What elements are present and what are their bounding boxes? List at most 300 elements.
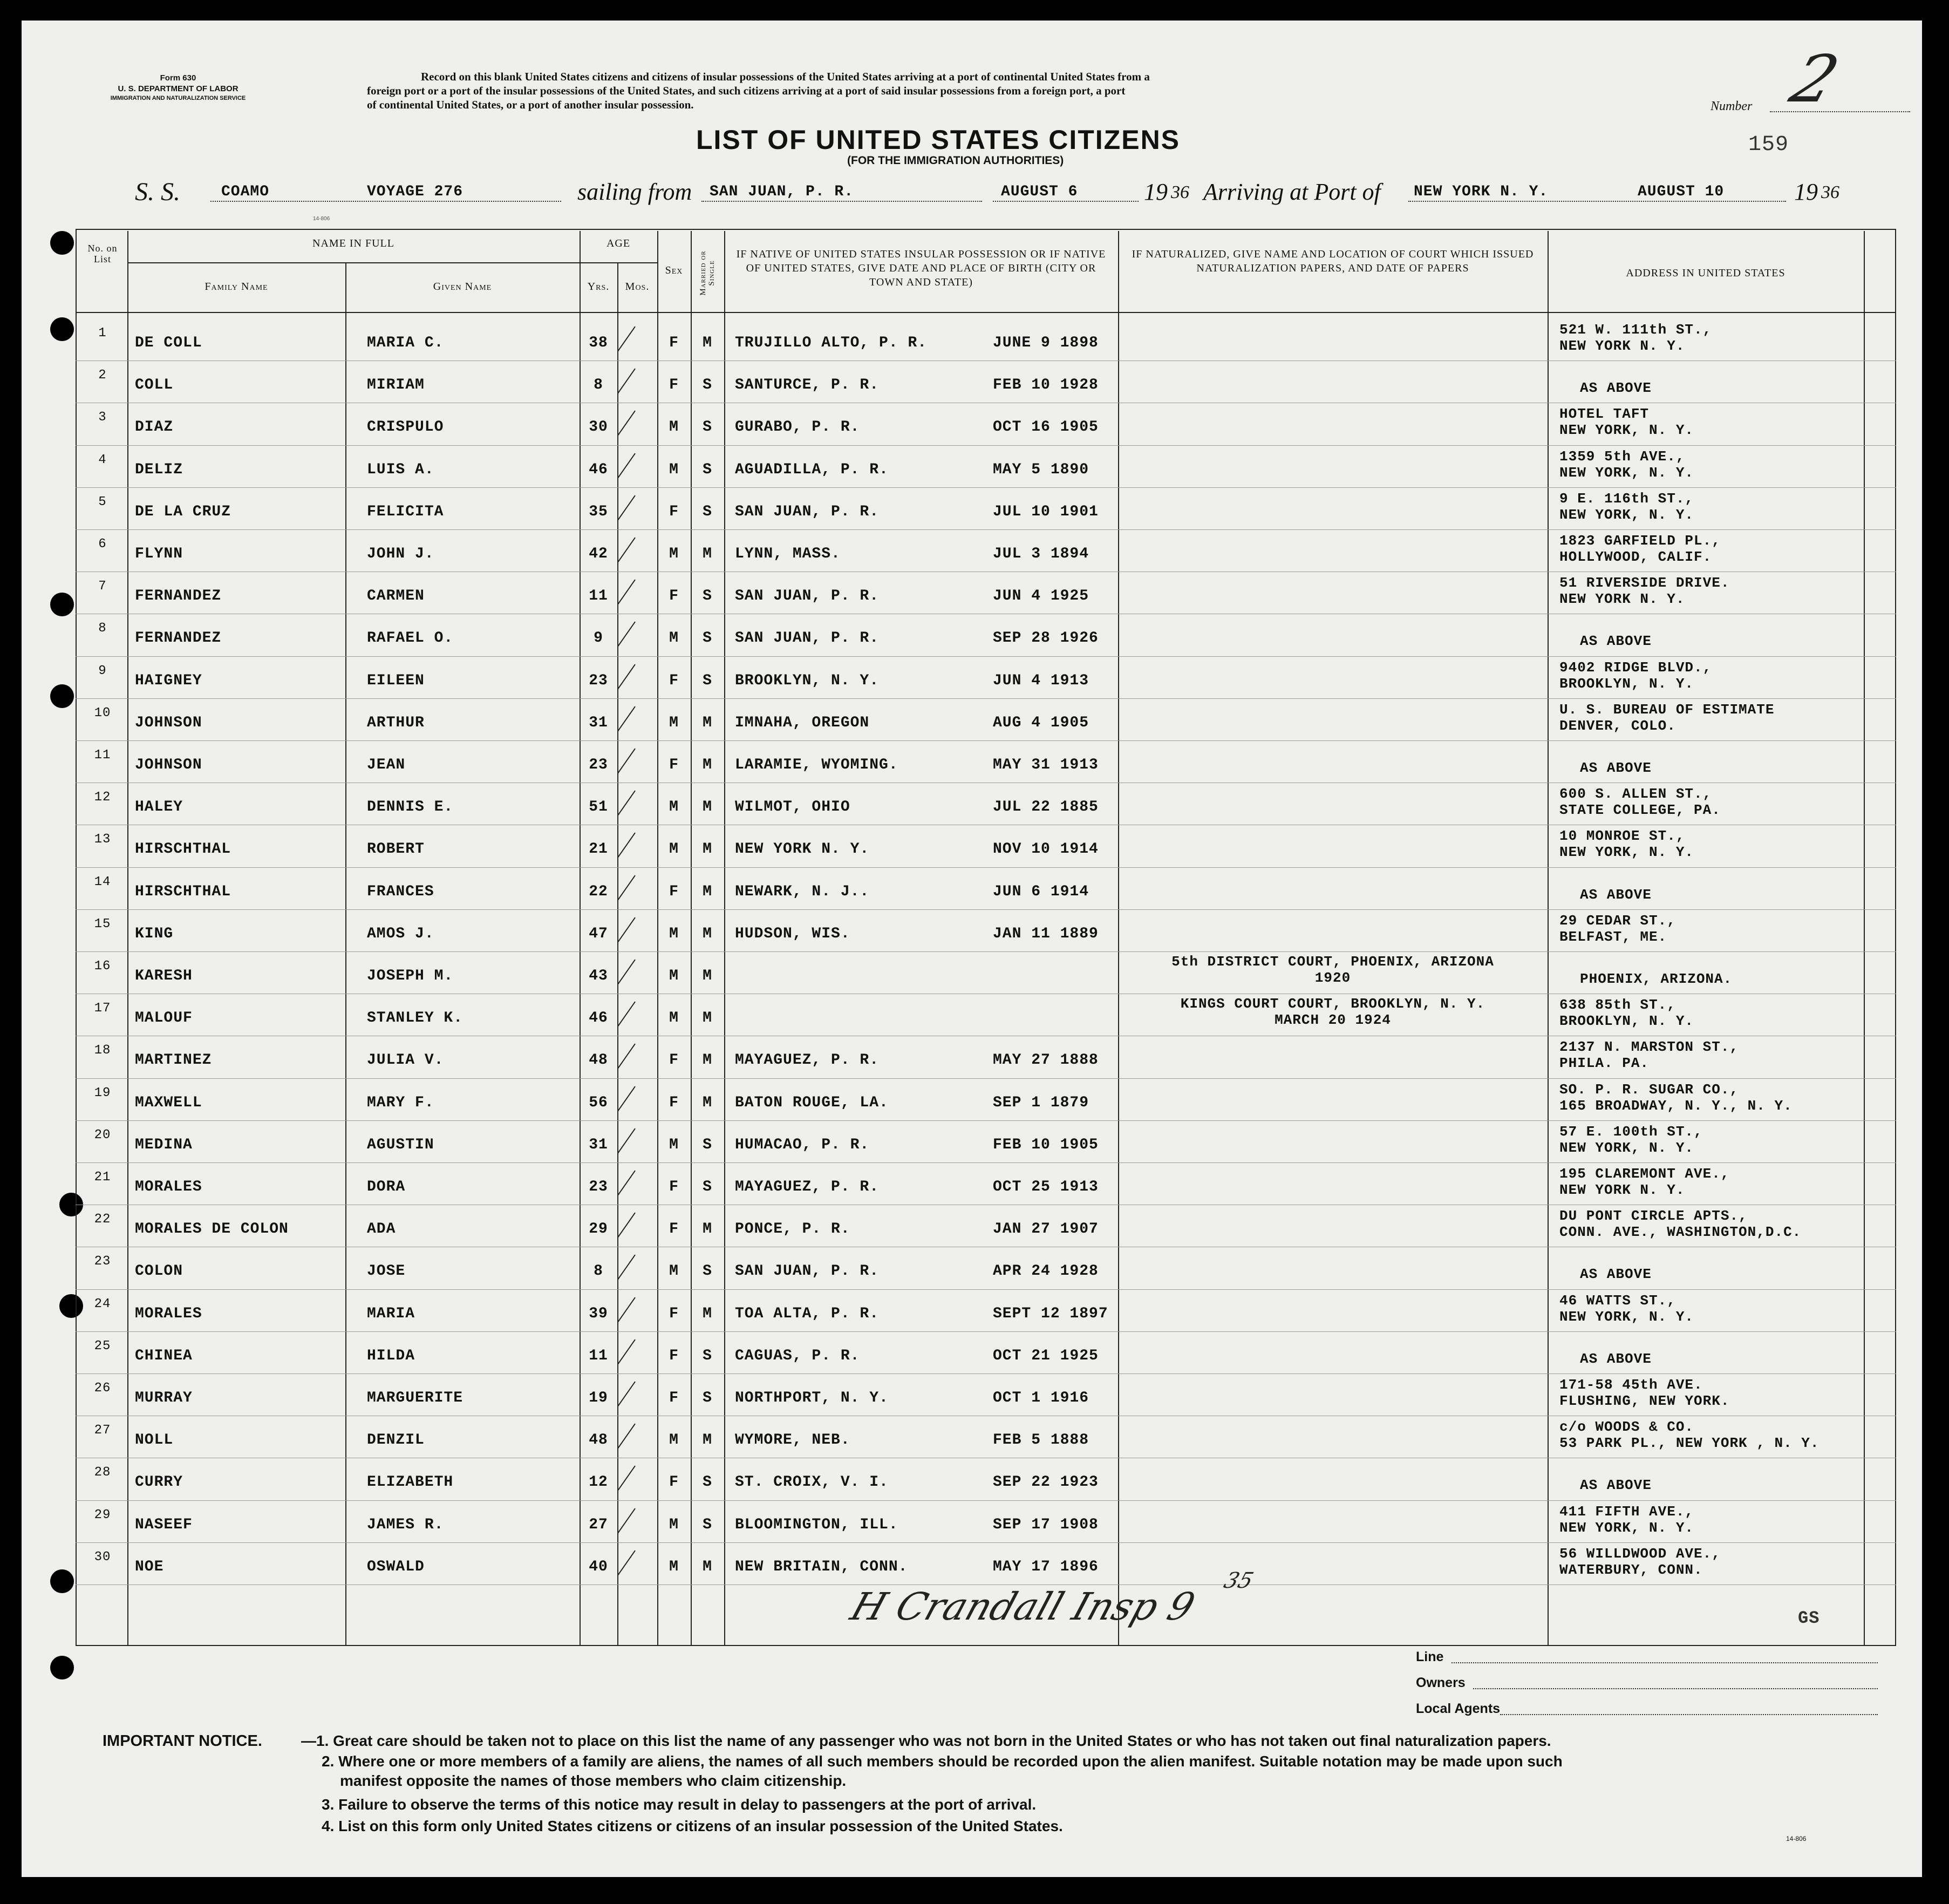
cell-ms: M bbox=[703, 757, 712, 773]
cell-naturalization-date: MARCH 20 1924 bbox=[1275, 1012, 1391, 1029]
cell-address-line-1: 57 E. 100th ST., bbox=[1559, 1123, 1703, 1140]
header-given-name: Given Name bbox=[433, 281, 492, 293]
cell-ms: M bbox=[703, 546, 712, 562]
cell-no: 7 bbox=[98, 579, 107, 594]
inspector-signature: H Crandall Insp 9 bbox=[845, 1585, 1201, 1629]
cell-family: MALOUF bbox=[135, 1010, 193, 1027]
cell-address-line-1: 9402 RIDGE BLVD., bbox=[1559, 659, 1712, 676]
check-mark-icon bbox=[617, 1002, 636, 1027]
initials: GS bbox=[1798, 1608, 1820, 1628]
cell-given: HILDA bbox=[367, 1347, 415, 1364]
cell-sex: M bbox=[669, 461, 679, 478]
header-sex: Sex bbox=[665, 264, 683, 276]
table-row bbox=[22, 447, 1922, 488]
cell-date: OCT 1 1916 bbox=[993, 1390, 1089, 1406]
departure-port: SAN JUAN, P. R. bbox=[710, 183, 854, 200]
cell-address-line-2: NEW YORK, N. Y. bbox=[1559, 1519, 1694, 1536]
cell-family: DE LA CRUZ bbox=[135, 503, 231, 520]
cell-date: JUNE 9 1898 bbox=[993, 335, 1099, 351]
cell-address-line-1: c/o WOODS & CO. bbox=[1559, 1419, 1694, 1436]
cell-family: NASEEF bbox=[135, 1516, 193, 1533]
cell-family: DIAZ bbox=[135, 419, 174, 436]
cell-no: 28 bbox=[94, 1465, 111, 1480]
cell-ms: S bbox=[703, 1179, 712, 1195]
header-address: ADDRESS IN UNITED STATES bbox=[1626, 267, 1786, 279]
form-number: Form 630 bbox=[160, 73, 196, 83]
check-mark-icon bbox=[617, 959, 636, 984]
cell-date: OCT 21 1925 bbox=[993, 1347, 1099, 1364]
cell-age: 39 bbox=[589, 1305, 608, 1322]
cell-sex: F bbox=[669, 1052, 679, 1069]
cell-address-line-2: NEW YORK, N. Y. bbox=[1559, 1139, 1694, 1156]
cell-no: 30 bbox=[94, 1549, 111, 1565]
cell-address-line-2: 53 PARK PL., NEW YORK , N. Y. bbox=[1559, 1435, 1819, 1452]
cell-place: MAYAGUEZ, P. R. bbox=[735, 1052, 880, 1069]
check-mark-icon bbox=[617, 580, 636, 605]
cell-given: FRANCES bbox=[367, 883, 434, 900]
form-code-top: 14-806 bbox=[313, 216, 330, 222]
cell-address-line-2: BELFAST, ME. bbox=[1559, 928, 1667, 945]
cell-age: 21 bbox=[589, 841, 608, 858]
cell-age: 30 bbox=[589, 419, 608, 436]
cell-date: FEB 5 1888 bbox=[993, 1432, 1089, 1449]
cell-no: 27 bbox=[94, 1423, 111, 1438]
check-mark-icon bbox=[617, 369, 636, 394]
cell-sex: M bbox=[669, 968, 679, 984]
cell-no: 16 bbox=[94, 959, 111, 974]
table-row bbox=[22, 1545, 1922, 1586]
cell-place: HUDSON, WIS. bbox=[735, 925, 850, 942]
cell-date: SEP 28 1926 bbox=[993, 630, 1099, 647]
cell-age: 31 bbox=[589, 714, 608, 731]
cell-date: MAY 31 1913 bbox=[993, 757, 1099, 773]
cell-address-line-2: HOLLYWOOD, CALIF. bbox=[1559, 549, 1712, 565]
table-row bbox=[22, 1334, 1922, 1375]
cell-sex: M bbox=[669, 1432, 679, 1449]
arrival-port-line bbox=[1408, 201, 1786, 202]
cell-given: ADA bbox=[367, 1221, 396, 1238]
cell-given: DORA bbox=[367, 1179, 406, 1195]
cell-given: JULIA V. bbox=[367, 1052, 444, 1069]
cell-date: JAN 27 1907 bbox=[993, 1221, 1099, 1238]
cell-date: SEPT 12 1897 bbox=[993, 1305, 1108, 1322]
cell-address-line-2: AS ABOVE bbox=[1580, 886, 1652, 903]
cell-age: 19 bbox=[589, 1390, 608, 1406]
cell-age: 11 bbox=[589, 1347, 608, 1364]
check-mark-icon bbox=[617, 748, 636, 773]
cell-ms: M bbox=[703, 1094, 712, 1111]
check-mark-icon bbox=[617, 833, 636, 858]
cell-ms: M bbox=[703, 841, 712, 858]
cell-sex: F bbox=[669, 883, 679, 900]
cell-no: 12 bbox=[94, 790, 111, 805]
cell-family: NOE bbox=[135, 1558, 164, 1575]
page-title: LIST OF UNITED STATES CITIZENS bbox=[696, 125, 1181, 155]
notice-item-3: 3. Failure to observe the terms of this notice may result in delay to passengers at the port of arrival. bbox=[322, 1796, 1037, 1813]
cell-place: NEW YORK N. Y. bbox=[735, 841, 870, 858]
cell-no: 13 bbox=[94, 832, 111, 847]
cell-family: CHINEA bbox=[135, 1347, 193, 1364]
arrival-port: NEW YORK N. Y. bbox=[1414, 183, 1549, 200]
owners-field bbox=[1473, 1688, 1878, 1689]
cell-place: LARAMIE, WYOMING. bbox=[735, 757, 898, 773]
cell-address-line-2: BROOKLYN, N. Y. bbox=[1559, 1013, 1694, 1030]
notice-label: IMPORTANT NOTICE. bbox=[103, 1732, 262, 1750]
cell-place: HUMACAO, P. R. bbox=[735, 1136, 870, 1153]
cell-place: NORTHPORT, N. Y. bbox=[735, 1390, 889, 1406]
cell-ms: S bbox=[703, 1474, 712, 1491]
cell-sex: M bbox=[669, 799, 679, 816]
check-mark-icon bbox=[617, 326, 636, 351]
cell-address-line-1: SO. P. R. SUGAR CO., bbox=[1559, 1081, 1739, 1098]
signature-time: 35 bbox=[1221, 1568, 1257, 1593]
instructions-line-1: Record on this blank United States citizens and citizens of insular possessions of the United States arriving at a port of continental United States from a bbox=[421, 70, 1150, 83]
arriving-label: Arriving at Port of bbox=[1203, 179, 1381, 205]
cell-place: SAN JUAN, P. R. bbox=[735, 503, 880, 520]
cell-given: LUIS A. bbox=[367, 461, 434, 478]
cell-age: 22 bbox=[589, 883, 608, 900]
departure-port-line bbox=[701, 201, 982, 202]
cell-family: KING bbox=[135, 925, 174, 942]
cell-no: 26 bbox=[94, 1381, 111, 1396]
table-row bbox=[22, 405, 1922, 446]
cell-place: BATON ROUGE, LA. bbox=[735, 1094, 889, 1111]
cell-family: MORALES bbox=[135, 1305, 202, 1322]
cell-date: APR 24 1928 bbox=[993, 1263, 1099, 1280]
table-row bbox=[22, 869, 1922, 910]
cell-ms: M bbox=[703, 1010, 712, 1027]
cell-family: MORALES bbox=[135, 1179, 202, 1195]
cell-given: ROBERT bbox=[367, 841, 425, 858]
cell-age: 8 bbox=[594, 1263, 603, 1280]
cell-address-line-2: DENVER, COLO. bbox=[1559, 717, 1676, 734]
cell-given: MIRIAM bbox=[367, 377, 425, 394]
cell-address-line-1: HOTEL TAFT bbox=[1559, 406, 1650, 423]
age-subheader-rule bbox=[580, 262, 657, 263]
cell-age: 9 bbox=[594, 630, 603, 647]
cell-place: SANTURCE, P. R. bbox=[735, 377, 880, 394]
check-mark-icon bbox=[617, 917, 636, 942]
ship-name: COAMO bbox=[221, 183, 270, 200]
cell-sex: F bbox=[669, 1474, 679, 1491]
cell-family: HIRSCHTHAL bbox=[135, 841, 231, 858]
cell-age: 47 bbox=[589, 925, 608, 942]
cell-place: GURABO, P. R. bbox=[735, 419, 860, 436]
header-naturalized: IF NATURALIZED, GIVE NAME AND LOCATION OF COURT WHICH ISSUED NATURALIZATION PAPERS, AND DATE OF PAPERS bbox=[1132, 248, 1534, 274]
cell-place: PONCE, P. R. bbox=[735, 1221, 850, 1238]
arrival-date: AUGUST 10 bbox=[1638, 183, 1725, 200]
table-row bbox=[22, 1038, 1922, 1079]
cell-no: 14 bbox=[94, 874, 111, 889]
cell-ms: M bbox=[703, 799, 712, 816]
check-mark-icon bbox=[617, 791, 636, 816]
cell-family: JOHNSON bbox=[135, 757, 202, 773]
cell-given: MARGUERITE bbox=[367, 1390, 464, 1406]
cell-ms: M bbox=[703, 1558, 712, 1575]
cell-given: CRISPULO bbox=[367, 419, 444, 436]
cell-age: 56 bbox=[589, 1094, 608, 1111]
check-mark-icon bbox=[617, 664, 636, 689]
check-mark-icon bbox=[617, 1086, 636, 1111]
cell-date: MAY 27 1888 bbox=[993, 1052, 1099, 1069]
table-row bbox=[22, 1418, 1922, 1459]
cell-address-line-2: PHILA. PA. bbox=[1559, 1055, 1650, 1072]
cell-address-line-2: 165 BROADWAY, N. Y., N. Y. bbox=[1559, 1097, 1793, 1114]
cell-place: IMNAHA, OREGON bbox=[735, 714, 870, 731]
cell-place: LYNN, MASS. bbox=[735, 546, 841, 562]
table-row bbox=[22, 1249, 1922, 1290]
cell-sex: F bbox=[669, 1390, 679, 1406]
table-row bbox=[22, 996, 1922, 1037]
cell-address-line-1: 10 MONROE ST., bbox=[1559, 828, 1685, 845]
table-row bbox=[22, 1207, 1922, 1248]
cell-ms: M bbox=[703, 968, 712, 984]
cell-age: 23 bbox=[589, 757, 608, 773]
cell-address-line-2: AS ABOVE bbox=[1580, 633, 1652, 650]
header-mos: Mos. bbox=[625, 281, 650, 293]
cell-address-line-2: AS ABOVE bbox=[1580, 1477, 1652, 1494]
cell-age: 31 bbox=[589, 1136, 608, 1153]
cell-address-line-1: 600 S. ALLEN ST., bbox=[1559, 786, 1712, 803]
cell-family: FERNANDEZ bbox=[135, 588, 222, 605]
cell-date: SEP 1 1879 bbox=[993, 1094, 1089, 1111]
cell-date: JUL 10 1901 bbox=[993, 503, 1099, 520]
cell-no: 6 bbox=[98, 537, 107, 552]
cell-sex: M bbox=[669, 1558, 679, 1575]
table-row bbox=[22, 489, 1922, 531]
cell-no: 9 bbox=[98, 663, 107, 678]
cell-given: AGUSTIN bbox=[367, 1136, 434, 1153]
table-row bbox=[22, 658, 1922, 699]
cell-no: 10 bbox=[94, 705, 111, 720]
table-row bbox=[22, 321, 1922, 362]
table-row bbox=[22, 912, 1922, 953]
cell-given: MARIA bbox=[367, 1305, 415, 1322]
cell-age: 23 bbox=[589, 672, 608, 689]
cell-address-line-1: 51 RIVERSIDE DRIVE. bbox=[1559, 575, 1730, 591]
header-age: AGE bbox=[606, 237, 631, 249]
check-mark-icon bbox=[617, 1466, 636, 1491]
cell-given: DENNIS E. bbox=[367, 799, 454, 816]
cell-age: 12 bbox=[589, 1474, 608, 1491]
cell-date: JUN 4 1925 bbox=[993, 588, 1089, 605]
cell-no: 11 bbox=[94, 748, 111, 763]
check-mark-icon bbox=[617, 1381, 636, 1406]
line-field bbox=[1451, 1662, 1878, 1663]
cell-given: JOSE bbox=[367, 1263, 406, 1280]
cell-sex: M bbox=[669, 841, 679, 858]
cell-given: JOSEPH M. bbox=[367, 968, 454, 984]
cell-age: 46 bbox=[589, 1010, 608, 1027]
cell-naturalization-date: 1920 bbox=[1314, 970, 1351, 986]
department-name: U. S. DEPARTMENT OF LABOR bbox=[118, 84, 238, 93]
cell-age: 51 bbox=[589, 799, 608, 816]
cell-ms: S bbox=[703, 503, 712, 520]
cell-no: 8 bbox=[98, 621, 107, 636]
check-mark-icon bbox=[617, 1339, 636, 1364]
cell-place: NEWARK, N. J.. bbox=[735, 883, 870, 900]
cell-place: SAN JUAN, P. R. bbox=[735, 1263, 880, 1280]
table-row bbox=[22, 785, 1922, 826]
table-row bbox=[22, 1165, 1922, 1206]
cell-family: DE COLL bbox=[135, 335, 202, 351]
cell-family: NOLL bbox=[135, 1432, 174, 1449]
cell-date: FEB 10 1905 bbox=[993, 1136, 1099, 1153]
punch-hole bbox=[50, 1656, 74, 1679]
notice-item-4: 4. List on this form only United States citizens or citizens of an insular possession of the United States. bbox=[322, 1818, 1063, 1834]
check-mark-icon bbox=[617, 411, 636, 436]
cell-age: 27 bbox=[589, 1516, 608, 1533]
cell-age: 38 bbox=[589, 335, 608, 351]
form-code: 14-806 bbox=[1786, 1835, 1807, 1842]
cell-date: SEP 17 1908 bbox=[993, 1516, 1099, 1533]
cell-address-line-2: AS ABOVE bbox=[1580, 1350, 1652, 1367]
cell-place: BROOKLYN, N. Y. bbox=[735, 672, 880, 689]
cell-place: CAGUAS, P. R. bbox=[735, 1347, 860, 1364]
cell-ms: M bbox=[703, 883, 712, 900]
cell-no: 15 bbox=[94, 916, 111, 931]
cell-address-line-2: NEW YORK N. Y. bbox=[1559, 1182, 1685, 1198]
cell-date: JUN 4 1913 bbox=[993, 672, 1089, 689]
cell-given: RAFAEL O. bbox=[367, 630, 454, 647]
cell-ms: M bbox=[703, 1305, 712, 1322]
table-row bbox=[22, 1080, 1922, 1121]
cell-family: JOHNSON bbox=[135, 714, 202, 731]
cell-address-line-2: STATE COLLEGE, PA. bbox=[1559, 802, 1721, 819]
departure-date: AUGUST 6 bbox=[1001, 183, 1078, 200]
cell-sex: F bbox=[669, 1094, 679, 1111]
cell-address-line-2: NEW YORK N. Y. bbox=[1559, 338, 1685, 354]
cell-ms: S bbox=[703, 672, 712, 689]
check-mark-icon bbox=[617, 1508, 636, 1533]
cell-date: NOV 10 1914 bbox=[993, 841, 1099, 858]
cell-no: 5 bbox=[98, 494, 107, 509]
cell-date: OCT 25 1913 bbox=[993, 1179, 1099, 1195]
notice-item-2b: manifest opposite the names of those members who claim citizenship. bbox=[340, 1772, 847, 1789]
instructions-line-2: foreign port or a port of the insular possessions of the United States, and such citizens arriving at a port of said insular possessions from a foreign port, a port bbox=[367, 84, 1126, 97]
cell-ms: S bbox=[703, 588, 712, 605]
cell-address-line-1: 171-58 45th AVE. bbox=[1559, 1377, 1703, 1393]
check-mark-icon bbox=[617, 622, 636, 647]
cell-age: 46 bbox=[589, 461, 608, 478]
cell-address-line-2: NEW YORK, N. Y. bbox=[1559, 844, 1694, 861]
cell-sex: M bbox=[669, 419, 679, 436]
cell-ms: S bbox=[703, 1390, 712, 1406]
cell-given: ARTHUR bbox=[367, 714, 425, 731]
cell-address-line-2: WATERBURY, CONN. bbox=[1559, 1561, 1703, 1578]
cell-age: 40 bbox=[589, 1558, 608, 1575]
cell-no: 24 bbox=[94, 1296, 111, 1311]
cell-address-line-1: DU PONT CIRCLE APTS., bbox=[1559, 1208, 1748, 1225]
cell-given: JOHN J. bbox=[367, 546, 434, 562]
cell-family: FERNANDEZ bbox=[135, 630, 222, 647]
cell-given: FELICITA bbox=[367, 503, 444, 520]
table-row bbox=[22, 743, 1922, 784]
cell-ms: M bbox=[703, 925, 712, 942]
cell-ms: M bbox=[703, 1052, 712, 1069]
name-subheader-rule bbox=[127, 262, 581, 263]
cell-age: 29 bbox=[589, 1221, 608, 1238]
cell-address-line-2: NEW YORK, N. Y. bbox=[1559, 464, 1694, 481]
notice-item-1: —1. Great care should be taken not to place on this list the name of any passenger who was not born in the United States or who has not taken out final naturalization papers. bbox=[301, 1732, 1551, 1749]
cell-ms: S bbox=[703, 461, 712, 478]
agents-field bbox=[1500, 1714, 1878, 1715]
cell-address-line-2: NEW YORK, N. Y. bbox=[1559, 1308, 1694, 1325]
voyage-number: VOYAGE 276 bbox=[367, 183, 464, 200]
cell-given: AMOS J. bbox=[367, 925, 434, 942]
cell-place: BLOOMINGTON, ILL. bbox=[735, 1516, 898, 1533]
cell-address-line-1: 1823 GARFIELD PL., bbox=[1559, 533, 1721, 549]
cell-sex: F bbox=[669, 503, 679, 520]
cell-family: MURRAY bbox=[135, 1390, 193, 1406]
cell-place: TOA ALTA, P. R. bbox=[735, 1305, 880, 1322]
cell-sex: M bbox=[669, 714, 679, 731]
cell-family: KARESH bbox=[135, 968, 193, 984]
cell-given: MARIA C. bbox=[367, 335, 444, 351]
cell-address-line-1: 638 85th ST., bbox=[1559, 997, 1676, 1014]
cell-age: 43 bbox=[589, 968, 608, 984]
cell-date: SEP 22 1923 bbox=[993, 1474, 1099, 1491]
cell-sex: M bbox=[669, 546, 679, 562]
check-mark-icon bbox=[617, 875, 636, 900]
cell-family: MEDINA bbox=[135, 1136, 193, 1153]
cell-sex: F bbox=[669, 335, 679, 351]
cell-age: 48 bbox=[589, 1052, 608, 1069]
cell-sex: F bbox=[669, 588, 679, 605]
cell-given: MARY F. bbox=[367, 1094, 434, 1111]
cell-date: AUG 4 1905 bbox=[993, 714, 1089, 731]
cell-place: MAYAGUEZ, P. R. bbox=[735, 1179, 880, 1195]
cell-family: HAIGNEY bbox=[135, 672, 202, 689]
cell-family: MORALES DE COLON bbox=[135, 1221, 289, 1238]
cell-age: 42 bbox=[589, 546, 608, 562]
cell-address-line-2: PHOENIX, ARIZONA. bbox=[1580, 971, 1733, 987]
cell-no: 25 bbox=[94, 1338, 111, 1354]
cell-given: DENZIL bbox=[367, 1432, 425, 1449]
cell-address-line-1: U. S. BUREAU OF ESTIMATE bbox=[1559, 701, 1775, 718]
cell-place: SAN JUAN, P. R. bbox=[735, 630, 880, 647]
cell-ms: M bbox=[703, 714, 712, 731]
cell-address-line-1: 521 W. 111th ST., bbox=[1559, 322, 1712, 338]
table-row bbox=[22, 1502, 1922, 1543]
cell-place: AGUADILLA, P. R. bbox=[735, 461, 889, 478]
year-value-1: 36 bbox=[1171, 182, 1189, 202]
check-mark-icon bbox=[617, 537, 636, 562]
cell-address-line-1: 29 CEDAR ST., bbox=[1559, 912, 1676, 929]
cell-address-line-1: 9 E. 116th ST., bbox=[1559, 490, 1694, 507]
cell-naturalization-court: 5th DISTRICT COURT, PHOENIX, ARIZONA bbox=[1171, 954, 1494, 970]
check-mark-icon bbox=[617, 1255, 636, 1280]
cell-given: JEAN bbox=[367, 757, 406, 773]
cell-address-line-1: 195 CLAREMONT AVE., bbox=[1559, 1166, 1730, 1182]
cell-place: TRUJILLO ALTO, P. R. bbox=[735, 335, 928, 351]
cell-no: 3 bbox=[98, 410, 107, 425]
header-birth: IF NATIVE OF UNITED STATES INSULAR POSSESSION OR IF NATIVE OF UNITED STATES, GIVE DATE AND PLACE OF BIRTH (CITY OR TOWN AND STATE) bbox=[736, 248, 1106, 288]
check-mark-icon bbox=[617, 453, 636, 478]
departure-date-line bbox=[993, 201, 1139, 202]
cell-given: OSWALD bbox=[367, 1558, 425, 1575]
cell-date: MAY 17 1896 bbox=[993, 1558, 1099, 1575]
year-value-2: 36 bbox=[1821, 182, 1839, 202]
cell-address-line-2: AS ABOVE bbox=[1580, 380, 1652, 397]
cell-place: NEW BRITAIN, CONN. bbox=[735, 1558, 908, 1575]
check-mark-icon bbox=[617, 1550, 636, 1575]
cell-ms: M bbox=[703, 335, 712, 351]
cell-naturalization-court: KINGS COURT COURT, BROOKLYN, N. Y. bbox=[1180, 996, 1485, 1012]
table-row bbox=[22, 701, 1922, 742]
number-handwritten: 2 bbox=[1782, 42, 1848, 117]
cell-no: 2 bbox=[98, 368, 107, 383]
